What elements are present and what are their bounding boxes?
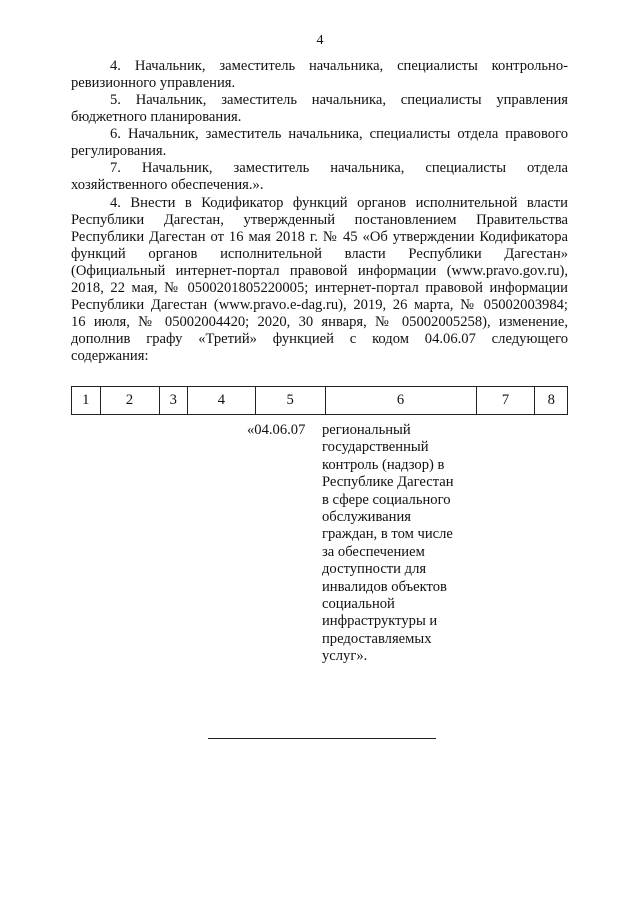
function-code: «04.06.07: [247, 422, 306, 438]
paragraph-line: 7. Начальник, заместитель начальника, специалисты отдела: [110, 160, 568, 176]
paragraph-line: бюджетного планирования.: [71, 109, 242, 125]
function-description: [322, 422, 472, 666]
description-line: социальной: [322, 596, 395, 613]
column-header-table: [71, 386, 568, 415]
description-line: региональный: [322, 422, 411, 438]
description-line: инфраструктуры и: [322, 613, 438, 630]
description-line: в сфере социального: [322, 491, 451, 508]
paragraph-line: (Официальный интернет-портал правовой информации (www.pravo.gov.ru),: [71, 263, 568, 279]
column-number: 4: [188, 387, 256, 415]
description-line: обслуживания: [322, 509, 411, 526]
paragraph-line: содержания:: [71, 348, 149, 364]
description-line: Республике Дагестан: [322, 474, 454, 491]
paragraph-line: 4. Внести в Кодификатор функций органов исполнительной власти: [110, 195, 568, 211]
column-number: 5: [255, 387, 325, 415]
paragraph-item-7: [71, 160, 568, 194]
paragraph-line: 16 июля, № 05002004420; 2020, 30 января, № 05002005258), изменение,: [71, 314, 568, 330]
description-line: государственный: [322, 439, 429, 456]
paragraph-line: Республики Дагестан от 16 мая 2018 г. № 45 «Об утверждении Кодификатора: [71, 229, 568, 245]
table-row: [72, 387, 568, 415]
description-line: инвалидов объектов: [322, 578, 447, 595]
column-number: 3: [159, 387, 188, 415]
paragraph-line: регулирования.: [71, 143, 167, 159]
paragraph-line: 6. Начальник, заместитель начальника, специалисты отдела правового: [110, 126, 568, 142]
description-line: за обеспечением: [322, 543, 425, 560]
paragraph-line: дополнив графу «Третий» функцией с кодом 04.06.07 следующего: [71, 331, 568, 347]
paragraph-item-6: [71, 126, 568, 160]
paragraph-line: Республики Дагестан, утвержденный постановлением Правительства: [71, 212, 568, 228]
paragraph-line: Республики Дагестан (www.pravo.e-dag.ru), 2019, 26 марта, № 05002003984;: [71, 297, 568, 313]
paragraph-line: функций органов исполнительной власти Республики Дагестан»: [71, 246, 568, 262]
paragraph-line: 5. Начальник, заместитель начальника, специалисты управления: [110, 92, 568, 108]
closing-divider: [208, 738, 436, 739]
description-line: граждан, в том числе: [322, 526, 453, 543]
paragraph-line: 4. Начальник, заместитель начальника, специалисты контрольно-: [110, 58, 568, 74]
column-number: 2: [100, 387, 159, 415]
paragraph-amendment: [71, 195, 568, 365]
column-number: 6: [325, 387, 476, 415]
description-line: предоставляемых: [322, 630, 432, 647]
description-line: услуг».: [322, 648, 368, 665]
paragraph-item-4: [71, 58, 568, 92]
paragraph-line: хозяйственного обеспечения.».: [71, 177, 264, 193]
column-number: 7: [476, 387, 535, 415]
description-line: доступности для: [322, 561, 427, 578]
description-line: контроль (надзор) в: [322, 456, 445, 473]
column-number: 8: [535, 387, 568, 415]
column-number: 1: [72, 387, 101, 415]
page-number: 4: [316, 33, 324, 48]
paragraph-line: ревизионного управления.: [71, 75, 236, 91]
paragraph-line: 2018, 22 мая, № 0500201805220005; интернет-портал правовой информации: [71, 280, 568, 296]
paragraph-item-5: [71, 92, 568, 126]
